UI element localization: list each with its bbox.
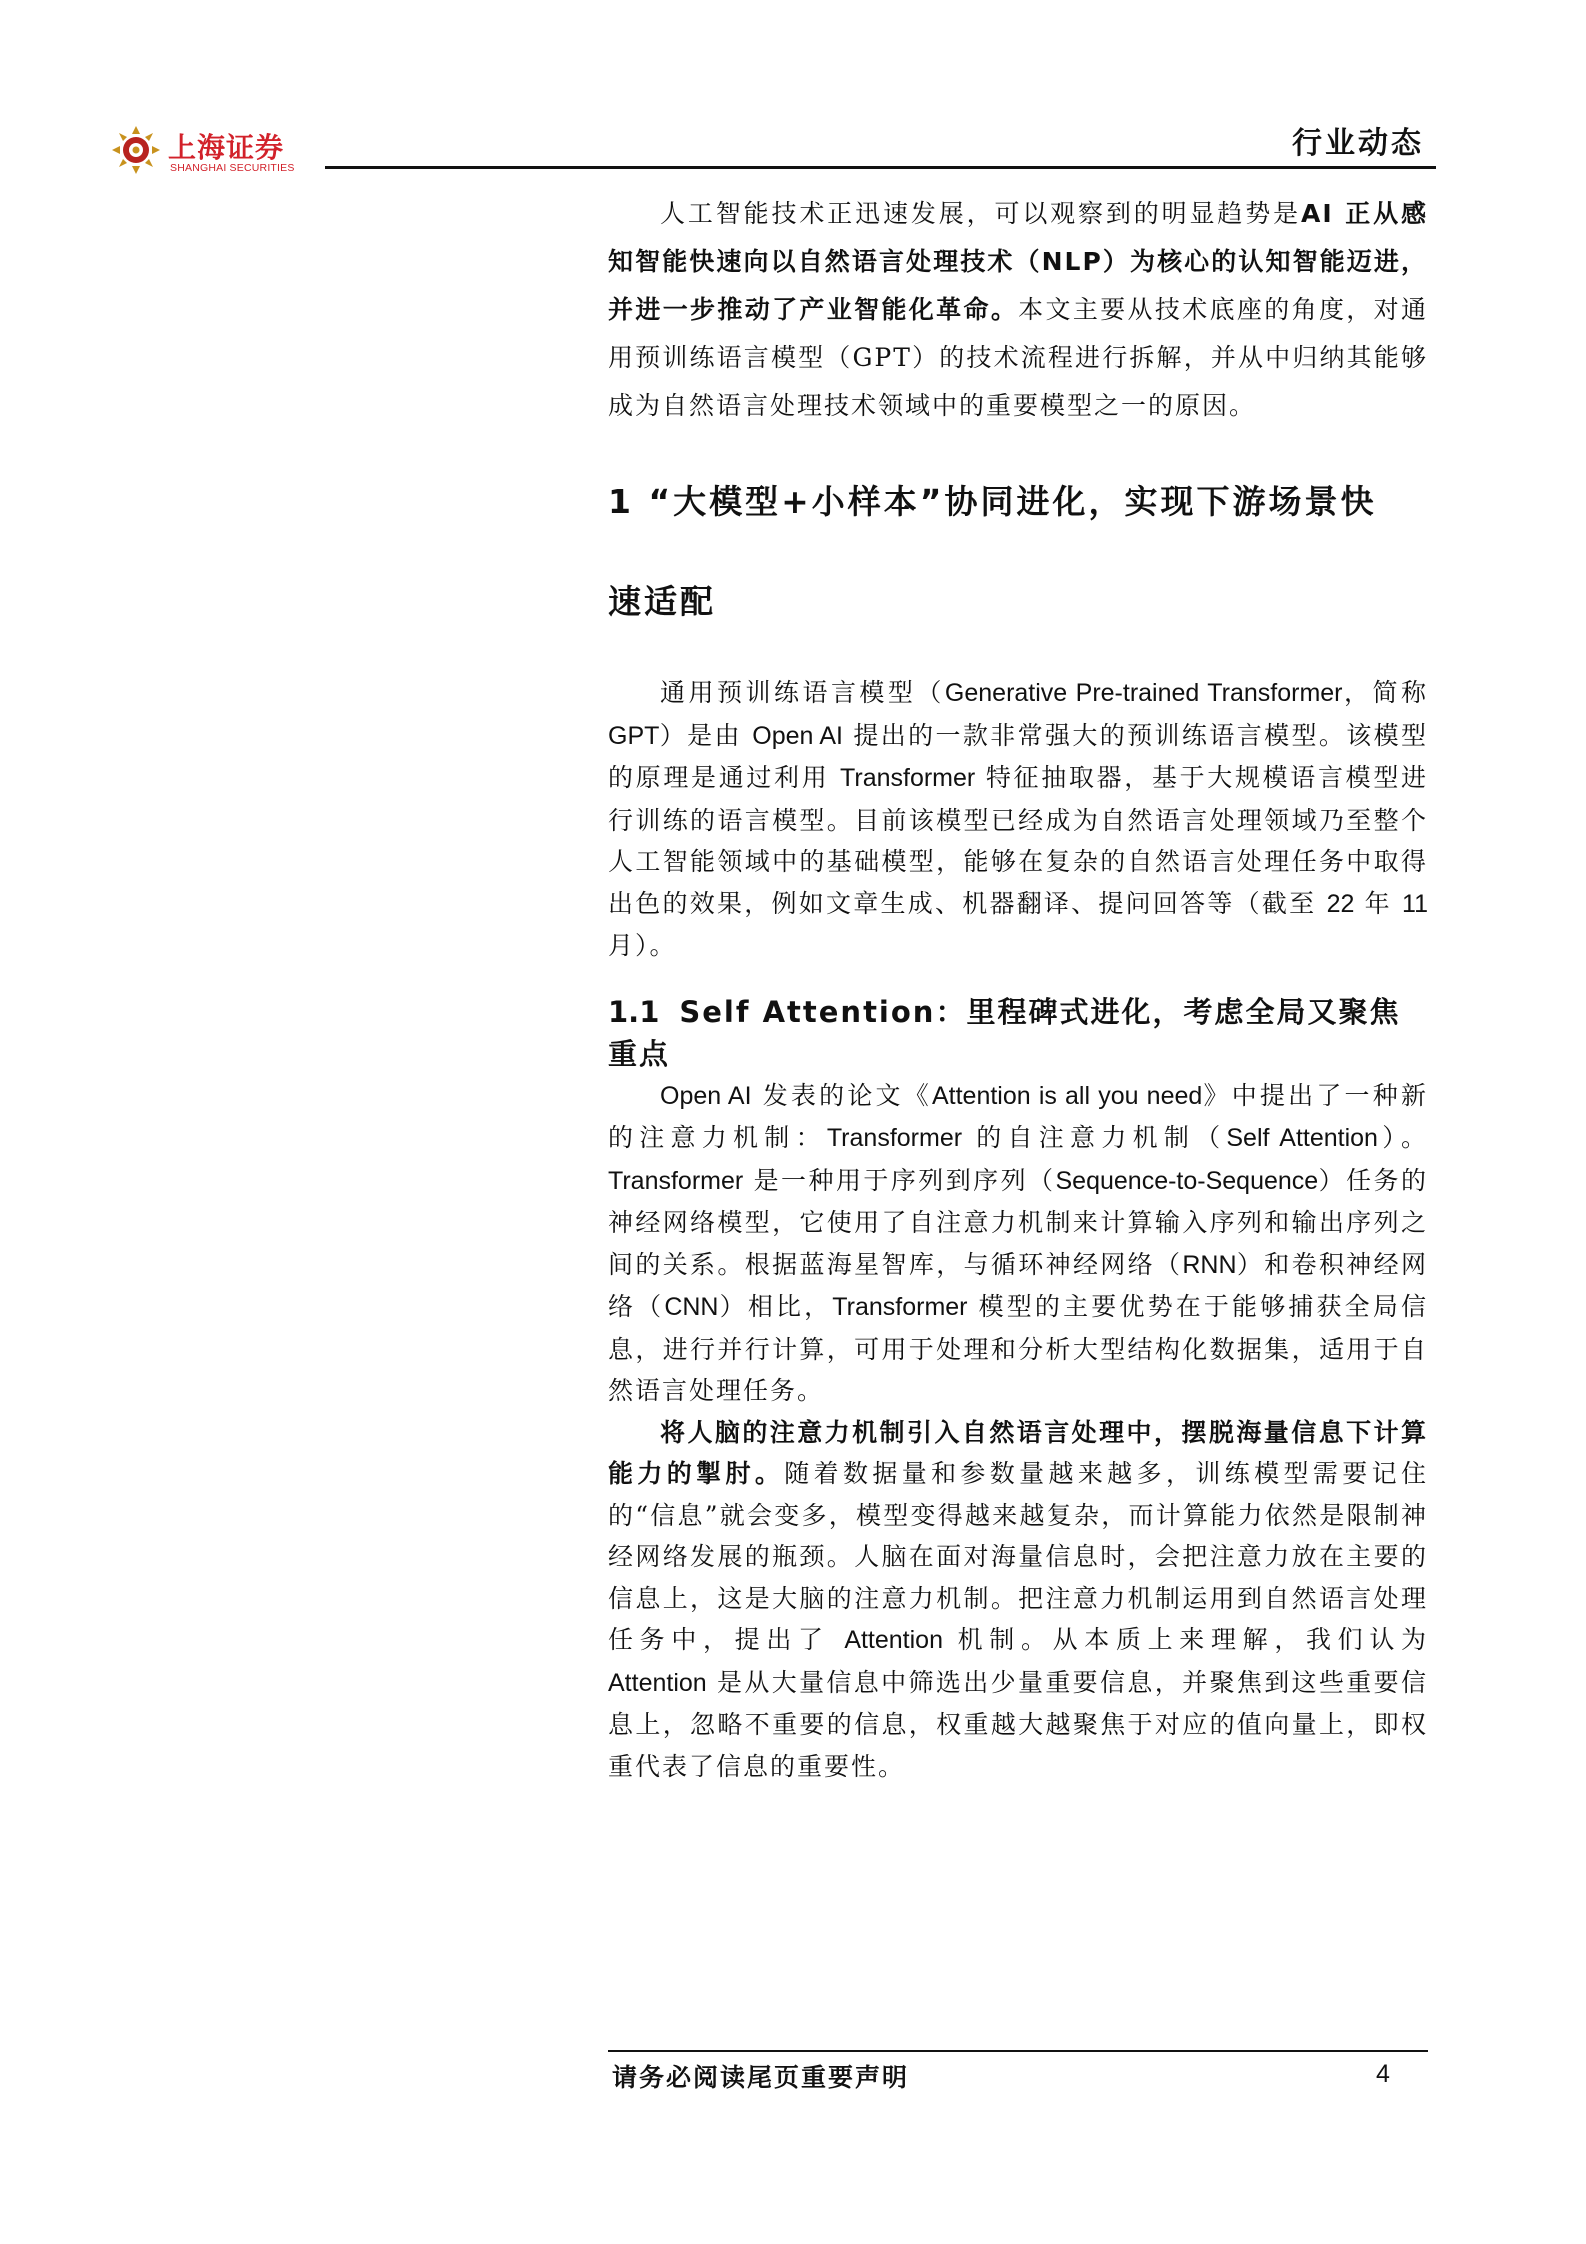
text-run: 》中提出了一种新的注意力机制： <box>608 1080 1428 1152</box>
text-run: Transformer <box>832 1293 968 1321</box>
text-run: 的自注意力机制（ <box>962 1123 1227 1152</box>
section-number: 1.1 <box>608 994 660 1029</box>
logo-text-en: SHANGHAI SECURITIES <box>170 162 295 174</box>
text-run: ）。 <box>1377 1123 1428 1152</box>
text-run: ）任务的神经网络模型，它使用了自注意力机制来计算输入序列和输出序列之间的关系。根据蓝海星智库，与循环神经网络（ <box>608 1165 1428 1279</box>
section-1-title-line1: 1 “大模型+小样本”协同进化，实现下游场景快 <box>608 482 1377 521</box>
header-divider <box>325 166 1436 169</box>
section-1-1-heading <box>608 991 1428 1075</box>
text-run: Sequence-to-Sequence <box>1055 1166 1319 1195</box>
text-run: Attention <box>608 1668 707 1697</box>
text-run: 是从大量信息中筛选出少量重要信息，并聚焦到这些重要信息上，忽略不重要的信息，权重越大越聚焦于对应的值向量上，即权重代表了信息的重要性。 <box>608 1667 1428 1781</box>
intro-paragraph <box>608 190 1428 430</box>
text-run: GPT <box>608 721 660 750</box>
brand-logo <box>110 124 330 176</box>
text-run: ）相比， <box>718 1292 833 1321</box>
footer-divider <box>608 2050 1428 2052</box>
text-run: Transformer <box>608 1166 744 1195</box>
intro-text-1: 人工智能技术正迅速发展，可以观察到的明显趋势是 <box>660 199 1302 228</box>
logo-mark-icon <box>110 124 162 176</box>
text-run: 随着数据量和参数量越来越多，训练模型需要记住的“信息”就会变多，模型变得越来越复杂，而计算能力依然是限制神经网络发展的瓶颈。人脑在面对海量信息时，会把注意力放在主要的信息上，这是大脑的注意力机制。把注意力机制运用到自然语言处理任务中，提出了 <box>608 1459 1428 1654</box>
report-category: 行业动态 <box>1292 126 1424 161</box>
text-run: Attention <box>844 1626 943 1654</box>
text-run: Open AI <box>660 1081 752 1110</box>
text-run: Transformer <box>826 1124 963 1152</box>
text-run: 特征抽取器，基于大规模语言模型进行训练的语言模型。目前该模型已经成为自然语言处理领域乃至整个人工智能领域中的基础模型，能够在复杂的自然语言处理任务中取得出色的效果，例如文章生成、机器翻译、提问回答等（截至 <box>608 763 1428 918</box>
attention-mechanism-paragraph <box>608 1412 1428 1788</box>
text-run: 22 <box>1326 889 1355 918</box>
text-run: Generative Pre-trained Transformer <box>944 679 1343 707</box>
text-run: 年 <box>1354 888 1403 918</box>
text-run: 月）。 <box>608 931 677 960</box>
text-run: CNN <box>664 1293 719 1321</box>
section-1-title-line2: 速适配 <box>608 582 716 621</box>
text-run: 提出的一款非常强大的预训练语言模型。该模型的原理是通过利用 <box>608 720 1428 792</box>
text-run: RNN <box>1182 1250 1237 1279</box>
text-run: ，简称 <box>1342 678 1428 707</box>
page-number: 4 <box>1376 2060 1390 2088</box>
intro-bold: AI 正从感知智能快速向以自然语言处理技术（NLP）为核心的认知智能迈进，并进一步推动了产业智能化革命。 <box>608 199 1428 324</box>
text-run: Open AI <box>752 721 844 750</box>
text-run: 通用预训练语言模型（ <box>660 678 945 707</box>
logo-text-cn: 上海证券 <box>168 131 285 164</box>
text-run: ）和卷积神经网络（ <box>608 1249 1428 1321</box>
self-attention-paragraph <box>608 1075 1428 1412</box>
text-run: ）是由 <box>659 720 753 750</box>
section-1-heading <box>608 452 1428 652</box>
text-run: Self Attention <box>1226 1124 1378 1152</box>
text-run: 机制。从本质上来理解，我们认为 <box>943 1625 1428 1654</box>
text-run: 发表的论文《 <box>751 1080 932 1110</box>
gpt-paragraph <box>608 672 1428 967</box>
main-content <box>608 190 1428 1787</box>
text-run: 11 <box>1402 889 1428 918</box>
text-run: Transformer <box>840 764 976 792</box>
section-1-1-title: Self Attention：里程碑式进化，考虑全局又聚焦重点 <box>608 994 1401 1071</box>
paragraph-lead-bold: 将人脑的注意力机制引入自然语言处理中，摆脱海量信息下计算能力的掣肘。 <box>608 1417 1428 1488</box>
text-run: 是一种用于序列到序列（ <box>743 1165 1056 1195</box>
text-run: 模型的主要优势在于能够捕获全局信息，进行并行计算，可用于处理和分析大型结构化数据集，适用于自然语言处理任务。 <box>608 1292 1428 1405</box>
disclaimer-note: 请务必阅读尾页重要声明 <box>612 2063 910 2092</box>
text-run: Attention is all you need <box>931 1081 1203 1110</box>
intro-text-2: 本文主要从技术底座的角度，对通用预训练语言模型（GPT）的技术流程进行拆解，并从中归纳其能够成为自然语言处理技术领域中的重要模型之一的原因。 <box>608 295 1428 420</box>
